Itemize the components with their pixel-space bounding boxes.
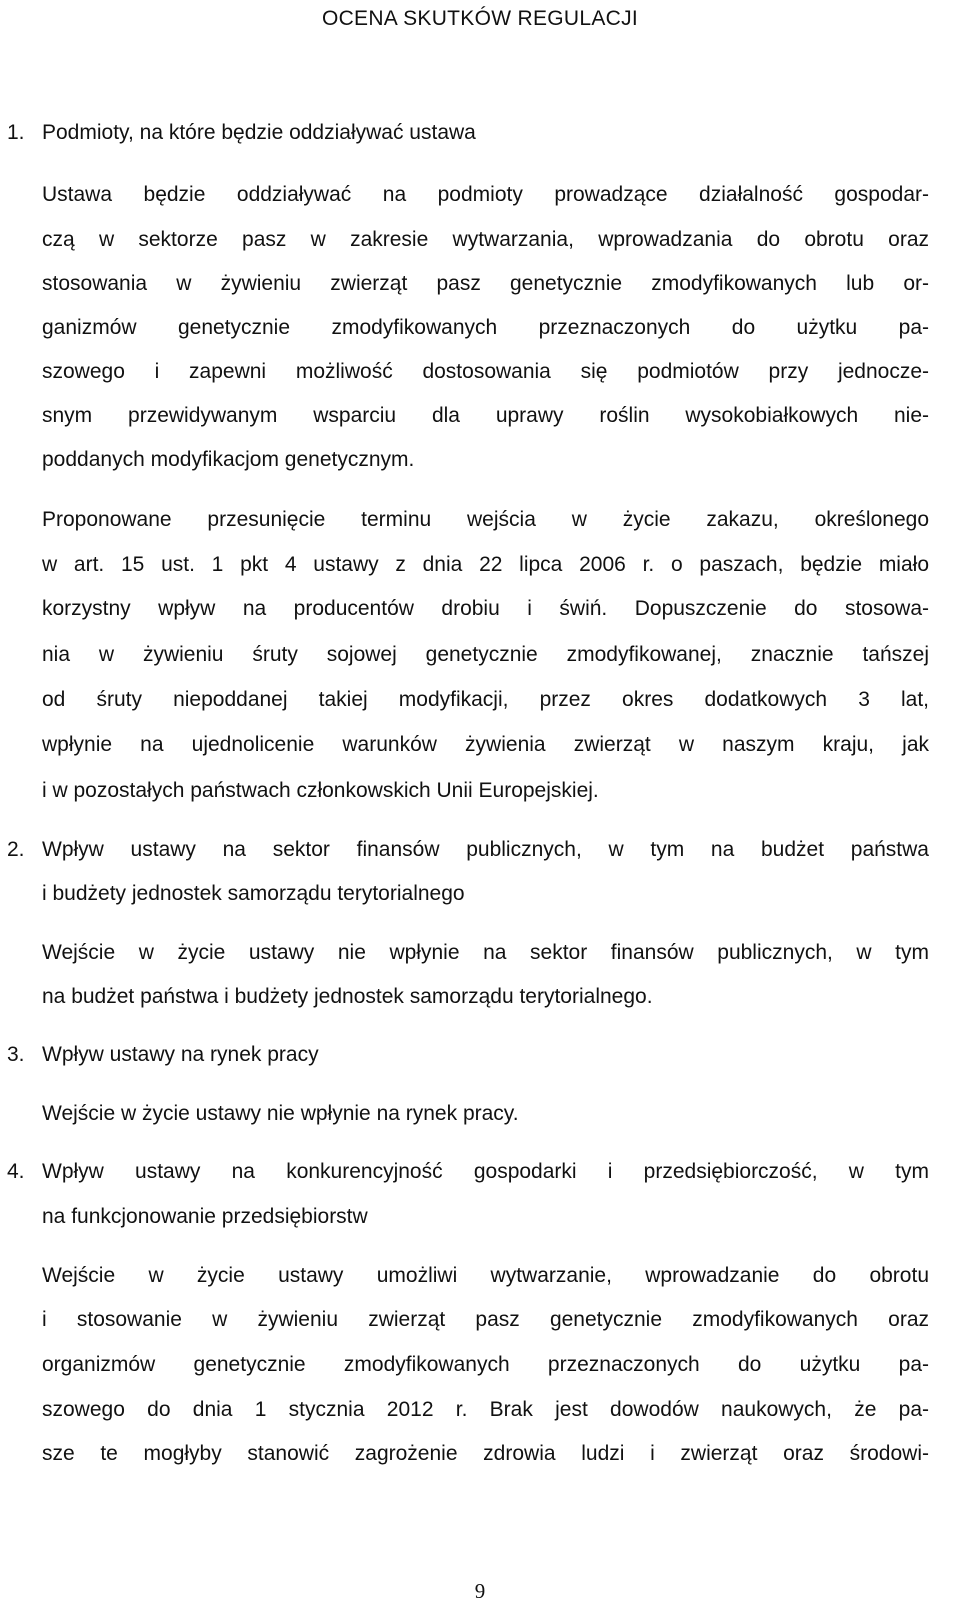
body-line: poddanych modyfikacjom genetycznym. (42, 448, 415, 471)
section-number: 1. (7, 121, 25, 144)
section-heading: Wpływ ustawy na sektor finansów publicznych, w tym na budżet państwa (42, 838, 929, 861)
section-heading: i budżety jednostek samorządu terytorialnego (42, 882, 465, 905)
body-line: Wejście w życie ustawy umożliwi wytwarzanie, wprowadzanie do obrotu (42, 1264, 929, 1287)
page-number: 9 (474, 1579, 486, 1603)
section-number: 3. (7, 1043, 25, 1066)
body-line: i stosowanie w żywieniu zwierząt pasz genetycznie zmodyfikowanych oraz (42, 1308, 929, 1331)
body-line: stosowania w żywieniu zwierząt pasz genetycznie zmodyfikowanych lub or- (42, 272, 929, 295)
body-line: czą w sektorze pasz w zakresie wytwarzania, wprowadzania do obrotu oraz (42, 228, 929, 251)
body-line: Proponowane przesunięcie terminu wejścia w życie zakazu, określonego (42, 508, 929, 531)
body-line: szowego do dnia 1 stycznia 2012 r. Brak jest dowodów naukowych, że pa- (42, 1398, 929, 1421)
page-title: OCENA SKUTKÓW REGULACJI (321, 7, 639, 30)
body-line: i w pozostałych państwach członkowskich Unii Europejskiej. (42, 779, 599, 802)
section-heading: Wpływ ustawy na konkurencyjność gospodarki i przedsiębiorczość, w tym (42, 1160, 929, 1183)
body-line: organizmów genetycznie zmodyfikowanych przeznaczonych do użytku pa- (42, 1353, 929, 1376)
section-heading: na funkcjonowanie przedsiębiorstw (42, 1205, 368, 1228)
body-line: wpłynie na ujednolicenie warunków żywienia zwierząt w naszym kraju, jak (42, 733, 929, 756)
body-line: Wejście w życie ustawy nie wpłynie na rynek pracy. (42, 1102, 519, 1125)
body-line: od śruty niepoddanej takiej modyfikacji, przez okres dodatkowych 3 lat, (42, 688, 929, 711)
body-line: nia w żywieniu śruty sojowej genetycznie zmodyfikowanej, znacznie tańszej (42, 643, 929, 666)
section-number: 4. (7, 1160, 25, 1183)
body-line: Ustawa będzie oddziaływać na podmioty prowadzące działalność gospodar- (42, 183, 929, 206)
body-line: szowego i zapewni możliwość dostosowania się podmiotów przy jednocze- (42, 360, 929, 383)
body-line: sze te mogłyby stanowić zagrożenie zdrowia ludzi i zwierząt oraz środowi- (42, 1442, 929, 1465)
body-line: korzystny wpływ na producentów drobiu i świń. Dopuszczenie do stosowa- (42, 597, 929, 620)
section-number: 2. (7, 838, 25, 861)
body-line: Wejście w życie ustawy nie wpłynie na sektor finansów publicznych, w tym (42, 941, 929, 964)
body-line: snym przewidywanym wsparciu dla uprawy roślin wysokobiałkowych nie- (42, 404, 929, 427)
body-line: w art. 15 ust. 1 pkt 4 ustawy z dnia 22 lipca 2006 r. o paszach, będzie miało (42, 553, 929, 576)
body-line: na budżet państwa i budżety jednostek samorządu terytorialnego. (42, 985, 653, 1008)
section-heading: Podmioty, na które będzie oddziaływać ustawa (42, 121, 476, 144)
body-line: ganizmów genetycznie zmodyfikowanych przeznaczonych do użytku pa- (42, 316, 929, 339)
section-heading: Wpływ ustawy na rynek pracy (42, 1043, 319, 1066)
